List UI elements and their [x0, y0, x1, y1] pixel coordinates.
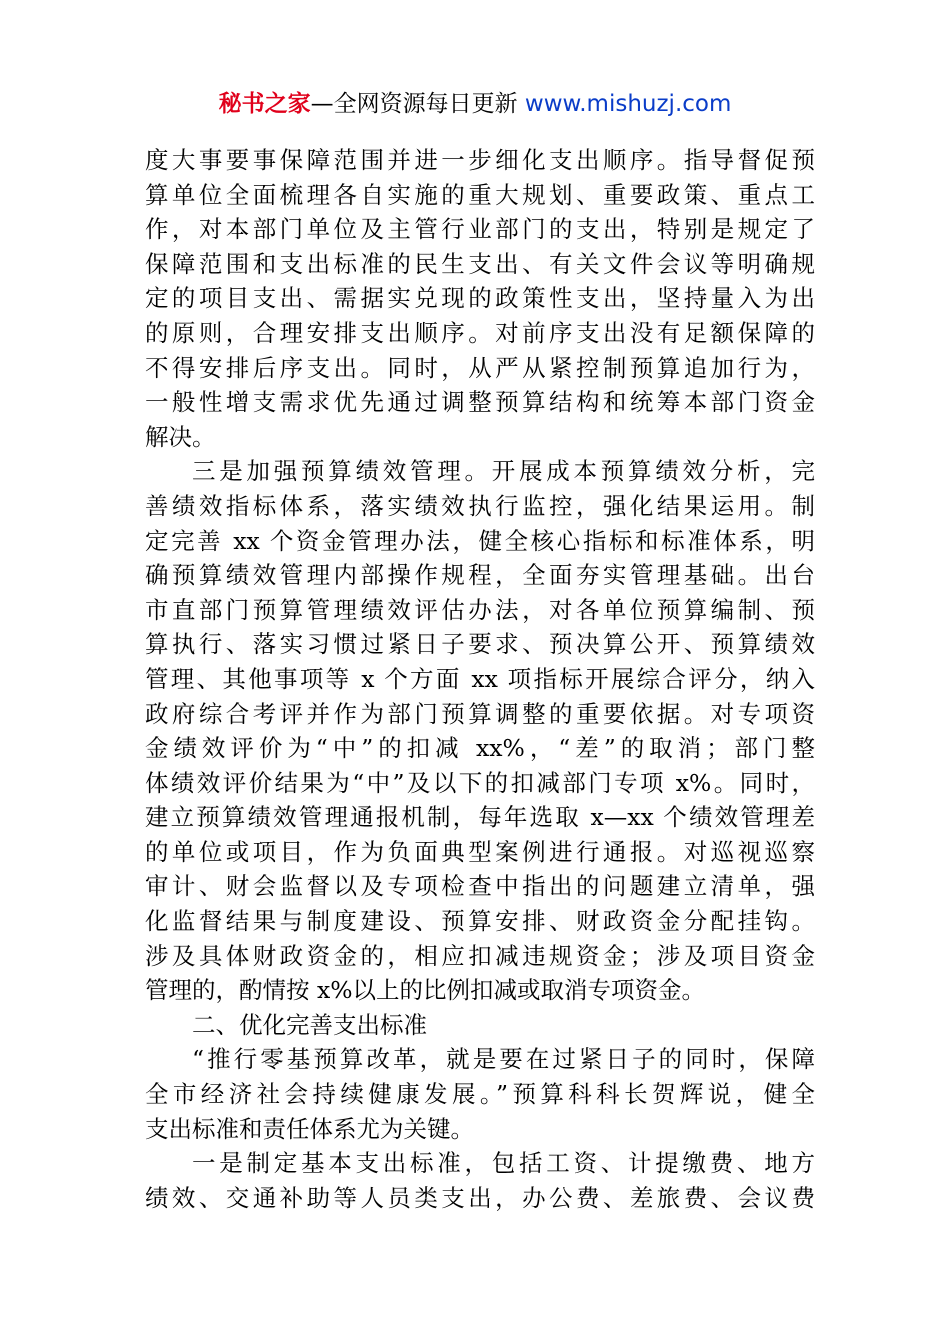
body-line: 管理、其他事项等 x 个方面 xx 项指标开展综合评分，纳入 [145, 664, 815, 693]
body-line: 建立预算绩效管理通报机制，每年选取 x—xx 个绩效管理差 [145, 803, 815, 832]
body-line: 管理的，酌情按 x%以上的比例扣减或取消专项资金。 [145, 976, 706, 1005]
body-line: 金绩效评价为“中”的扣减 xx%，“差”的取消；部门整 [145, 734, 815, 763]
section-heading: 二、优化完善支出标准 [192, 1010, 427, 1039]
paragraph-start: 一是制定基本支出标准，包括工资、计提缴费、地方 [192, 1149, 815, 1178]
body-line: 的原则，合理安排支出顺序。对前序支出没有足额保障的 [145, 318, 815, 347]
site-tagline: —全网资源每日更新 [310, 91, 525, 117]
body-line: 不得安排后序支出。同时，从严从紧控制预算追加行为， [145, 353, 815, 382]
paragraph-start: 三是加强预算绩效管理。开展成本预算绩效分析，完 [192, 457, 815, 486]
body-line: 体绩效评价结果为“中”及以下的扣减部门专项 x%。同时， [145, 768, 815, 797]
body-line: 的单位或项目，作为负面典型案例进行通报。对巡视巡察 [145, 837, 815, 866]
body-line: 定的项目支出、需据实兑现的政策性支出，坚持量入为出 [145, 284, 815, 313]
body-line: 算单位全面梳理各自实施的重大规划、重要政策、重点工 [145, 180, 815, 209]
body-line: 作，对本部门单位及主管行业部门的支出，特别是规定了 [145, 215, 815, 244]
body-line: 算执行、落实习惯过紧日子要求、预决算公开、预算绩效 [145, 630, 815, 659]
site-brand: 秘书之家 [218, 91, 311, 117]
document-body [145, 143, 815, 1215]
body-line: 度大事要事保障范围并进一步细化支出顺序。指导督促预 [145, 146, 815, 174]
body-line: 政府综合考评并作为部门预算调整的重要依据。对专项资 [145, 699, 815, 728]
site-header [0, 88, 950, 120]
site-url-link[interactable]: www.mishuzj.com [524, 91, 732, 117]
paragraph-start: “推行零基预算改革，就是要在过紧日子的同时，保障 [192, 1045, 815, 1074]
body-line: 涉及具体财政资金的，相应扣减违规资金；涉及项目资金 [145, 941, 815, 970]
body-line: 一般性增支需求优先通过调整预算结构和统筹本部门资金 [145, 388, 815, 417]
body-line: 确预算绩效管理内部操作规程，全面夯实管理基础。出台 [145, 561, 815, 590]
body-line: 善绩效指标体系，落实绩效执行监控，强化结果运用。制 [145, 491, 815, 520]
body-line: 支出标准和责任体系尤为关键。 [145, 1114, 474, 1143]
body-line: 保障范围和支出标准的民生支出、有关文件会议等明确规 [145, 249, 815, 278]
body-line: 化监督结果与制度建设、预算安排、财政资金分配挂钩。 [145, 907, 815, 936]
body-line: 绩效、交通补助等人员类支出，办公费、差旅费、会议费 [145, 1183, 815, 1212]
body-line: 审计、财会监督以及专项检查中指出的问题建立清单，强 [145, 872, 815, 901]
body-line: 定完善 xx 个资金管理办法，健全核心指标和标准体系，明 [145, 526, 815, 555]
body-line: 全市经济社会持续健康发展。”预算科科长贺辉说，健全 [145, 1080, 815, 1109]
body-line: 市直部门预算管理绩效评估办法，对各单位预算编制、预 [145, 595, 815, 624]
body-line: 解决。 [145, 422, 216, 451]
